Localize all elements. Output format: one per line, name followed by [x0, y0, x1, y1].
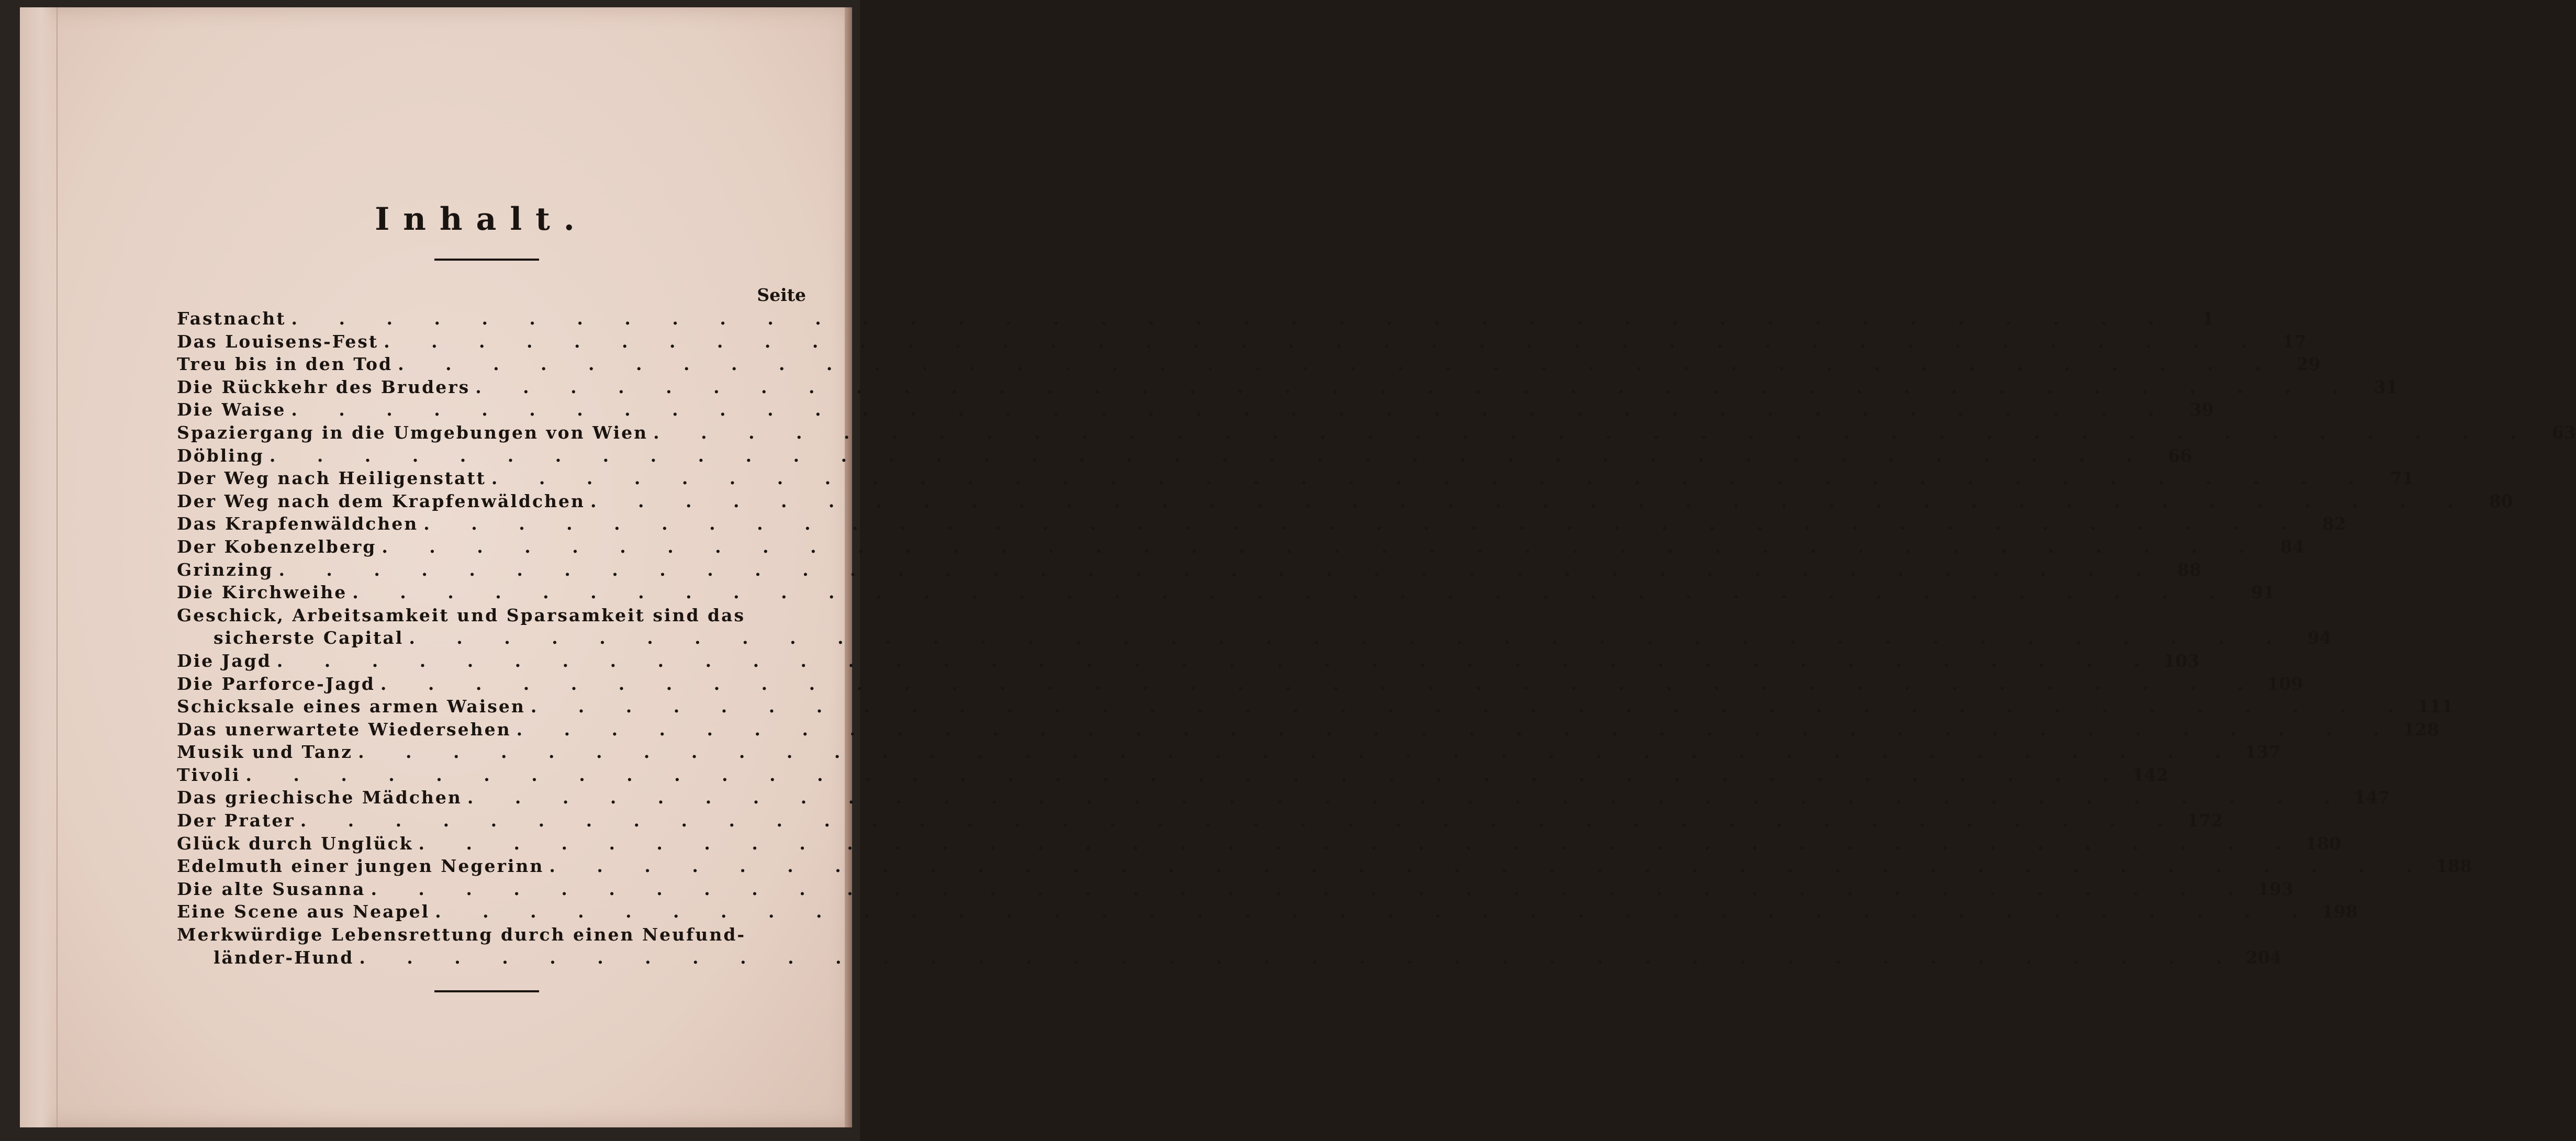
- toc-entry: [177, 764, 2168, 788]
- toc-entry-page: 31: [2373, 376, 2398, 397]
- toc-entry-page: 147: [2354, 787, 2390, 808]
- dot-leader: . . . . . . . . . . . . . . . . . . . . . . . . . . . . . . . . . . . . . . . .: [291, 399, 2172, 420]
- dot-leader: . . . . . . . . . . . . . . . . . . . . . . . . . . . . . . . . . . . . . . . .: [380, 673, 2261, 694]
- dot-leader: . . . . . . . . . . . . . . . . . . . . . . . . . . . . . . . . . . . . . . . .: [352, 582, 2233, 603]
- toc-entry-page: 188: [2436, 856, 2472, 877]
- dot-leader: . . . . . . . . . . . . . . . . . . . . . . . . . . . . . . . . . . . . . . . .: [516, 719, 2398, 740]
- toc-entry-title: Das Louisens-Fest: [177, 331, 379, 352]
- toc-entry: [177, 878, 2294, 902]
- toc-entry-title-continuation: sicherste Capital: [214, 628, 404, 648]
- dot-leader: . . . . . . . . . . . . . . . . . . . . . . . . . . . . . . . . . . . . . . . .: [359, 947, 2240, 968]
- toc-entry-page: 94: [2308, 628, 2332, 648]
- toc-entry: [177, 468, 2414, 491]
- toc-entry-title: Die Parforce-Jagd: [177, 673, 375, 694]
- toc-entry-page: 128: [2403, 719, 2439, 740]
- toc-entry: [177, 719, 2439, 742]
- toc-entry: [177, 399, 2214, 422]
- toc-entry: [177, 833, 2342, 856]
- toc-entry: [177, 513, 2346, 536]
- title-divider: [434, 259, 539, 261]
- toc-entry: [177, 536, 2304, 560]
- toc-entry-page: 103: [2163, 650, 2200, 671]
- toc-entry-page: 17: [2282, 331, 2306, 352]
- toc-entry: [177, 787, 2390, 810]
- toc-entry: [177, 810, 2223, 833]
- page-spine-edge: [20, 7, 58, 1127]
- dot-leader: . . . . . . . . . . . . . . . . . . . . . . . . . . . . . . . . . . . . . . . .: [291, 308, 2172, 329]
- toc-entry-title: Die Kirchweihe: [177, 582, 348, 603]
- closing-divider: [434, 990, 539, 992]
- toc-entry-title: Die Jagd: [177, 650, 272, 671]
- dot-leader: . . . . . . . . . . . . . . . . . . . . . . . . . . . . . . . . . . . . . . . .: [590, 490, 2471, 511]
- toc-entry-page: 91: [2250, 582, 2275, 603]
- toc-entry: [177, 924, 806, 947]
- toc-entry-page: 180: [2305, 833, 2342, 854]
- toc-entry-page: 109: [2267, 673, 2303, 694]
- toc-entry-page: 204: [2246, 947, 2282, 968]
- toc-entry: [177, 308, 2214, 331]
- toc-entry-title: Der Kobenzelberg: [177, 536, 377, 557]
- toc-entry-title: Das unerwartete Wiedersehen: [177, 719, 511, 740]
- toc-entry-title: Die alte Susanna: [177, 878, 366, 899]
- toc-entry-page: 82: [2322, 513, 2346, 534]
- dot-leader: . . . . . . . . . . . . . . . . . . . . . . . . . . . . . . . . . . . . . . . .: [467, 787, 2348, 808]
- toc-entry-title: Döbling: [177, 445, 264, 466]
- dot-leader: . . . . . . . . . . . . . . . . . . . . . . . . . . . . . . . . . . . . . . . .: [300, 810, 2181, 831]
- dot-leader: . . . . . . . . . . . . . . . . . . . . . . . . . . . . . . . . . . . . . . . .: [245, 764, 2126, 785]
- toc-entry-title: Der Prater: [177, 810, 295, 831]
- toc-entry-continuation: [177, 628, 2332, 651]
- toc-entry: [177, 559, 2202, 583]
- toc-entry-page: 142: [2132, 764, 2168, 785]
- toc-entry: [177, 605, 806, 628]
- toc-entry: [177, 901, 2358, 924]
- toc-entry: [177, 742, 2281, 765]
- toc-entry-title: Das Krapfenwäldchen: [177, 513, 419, 534]
- toc-entry: [177, 490, 2513, 514]
- toc-entry-title: Die Waise: [177, 399, 286, 420]
- toc-entry-title: Die Rückkehr des Bruders: [177, 376, 471, 397]
- toc-entry-page: 71: [2390, 468, 2414, 489]
- toc-entry-page: 1: [2202, 308, 2214, 329]
- dot-leader: . . . . . . . . . . . . . . . . . . . . . . . . . . . . . . . . . . . . . . . .: [491, 468, 2372, 489]
- page-column-label: Seite: [757, 285, 806, 305]
- dot-leader: . . . . . . . . . . . . . . . . . . . . . . . . . . . . . . . . . . . . . . . .: [278, 559, 2160, 580]
- toc-entry: [177, 856, 2472, 879]
- toc-entry-page: 66: [2168, 445, 2192, 466]
- dot-leader: . . . . . . . . . . . . . . . . . . . . . . . . . . . . . . . . . . . . . . . .: [530, 696, 2412, 717]
- toc-entry: [177, 650, 2200, 674]
- dot-leader: . . . . . . . . . . . . . . . . . . . . . . . . . . . . . . . . . . . . . . . .: [475, 376, 2356, 397]
- toc-entry-title: Edelmuth einer jungen Negerinn: [177, 856, 544, 877]
- toc-entry-title: Eine Scene aus Neapel: [177, 901, 430, 922]
- toc-entry-title: Der Weg nach Heiligenstatt: [177, 468, 486, 489]
- dot-leader: . . . . . . . . . . . . . . . . . . . . . . . . . . . . . . . . . . . . . . . .: [384, 331, 2265, 352]
- toc-entry-page: 84: [2280, 536, 2304, 557]
- dot-leader: . . . . . . . . . . . . . . . . . . . . . . . . . . . . . . . . . . . . . . . .: [276, 650, 2158, 671]
- toc-entry-title: Das griechische Mädchen: [177, 787, 462, 808]
- dot-leader: . . . . . . . . . . . . . . . . . . . . . . . . . . . . . . . . . . . . . . . .: [418, 833, 2300, 854]
- toc-entry: [177, 673, 2303, 697]
- toc-entry-page: 137: [2244, 742, 2281, 763]
- toc-entry-title-continuation: länder-Hund: [214, 947, 354, 968]
- toc-entry-page: 63: [2551, 422, 2576, 443]
- book-page: [20, 7, 2576, 1127]
- toc-entry: [177, 376, 2398, 400]
- dot-leader: . . . . . . . . . . . . . . . . . . . . . . . . . . . . . . . . . . . . . . . .: [409, 628, 2290, 648]
- toc-entry-title: Fastnacht: [177, 308, 286, 329]
- dot-leader: . . . . . . . . . . . . . . . . . . . . . . . . . . . . . . . . . . . . . . . .: [269, 445, 2151, 466]
- toc-entry-title: Glück durch Unglück: [177, 833, 413, 854]
- toc-entry: [177, 445, 2192, 468]
- toc-entry-page: 193: [2257, 878, 2294, 899]
- toc-entry: [177, 354, 2321, 377]
- toc-list: [177, 308, 2576, 970]
- toc-entry-page: 29: [2296, 354, 2321, 375]
- toc-entry: [177, 331, 2306, 354]
- page-title: Inhalt.: [375, 201, 588, 238]
- toc-entry-page: 172: [2187, 810, 2223, 831]
- dot-leader: . . . . . . . . . . . . . . . . . . . . . . . . . . . . . . . . . . . . . . . .: [435, 901, 2316, 922]
- toc-entry-title: Tivoli: [177, 764, 241, 785]
- toc-entry-title: Treu bis in den Tod: [177, 354, 393, 375]
- toc-entry: [177, 696, 2454, 719]
- dot-leader: . . . . . . . . . . . . . . . . . . . . . . . . . . . . . . . . . . . . . . . .: [358, 742, 2239, 763]
- dot-leader: . . . . . . . . . . . . . . . . . . . . . . . . . . . . . . . . . . . . . . . .: [398, 354, 2279, 375]
- dot-leader: . . . . . . . . . . . . . . . . . . . . . . . . . . . . . . . . . . . . . . . .: [371, 878, 2252, 899]
- toc-entry-page: 80: [2489, 490, 2513, 511]
- dot-leader: . . . . . . . . . . . . . . . . . . . . . . . . . . . . . . . . . . . . . . . .: [653, 422, 2534, 443]
- toc-entry-title: Schicksale eines armen Waisen: [177, 696, 525, 717]
- dot-leader: . . . . . . . . . . . . . . . . . . . . . . . . . . . . . . . . . . . . . . . .: [382, 536, 2263, 557]
- toc-entry-title: Spaziergang in die Umgebungen von Wien: [177, 422, 648, 443]
- toc-entry-page: 88: [2177, 559, 2202, 580]
- dot-leader: . . . . . . . . . . . . . . . . . . . . . . . . . . . . . . . . . . . . . . . .: [423, 513, 2304, 534]
- toc-entry: [177, 582, 2275, 605]
- toc-entry-page: 111: [2417, 696, 2454, 717]
- toc-entry-continuation: [177, 947, 2282, 970]
- toc-entry-title: Der Weg nach dem Krapfenwäldchen: [177, 490, 586, 511]
- toc-entry-title: Merkwürdige Lebensrettung durch einen Neufund-: [177, 924, 746, 945]
- toc-entry-title: Musik und Tanz: [177, 742, 353, 763]
- dot-leader: . . . . . . . . . . . . . . . . . . . . . . . . . . . . . . . . . . . . . . . .: [549, 856, 2431, 877]
- toc-entry-page: 198: [2321, 901, 2358, 922]
- toc-entry-title: Geschick, Arbeitsamkeit und Sparsamkeit sind das: [177, 605, 746, 625]
- toc-entry-page: 39: [2190, 399, 2214, 420]
- toc-entry: [177, 422, 2576, 445]
- toc-entry-title: Grinzing: [177, 559, 274, 580]
